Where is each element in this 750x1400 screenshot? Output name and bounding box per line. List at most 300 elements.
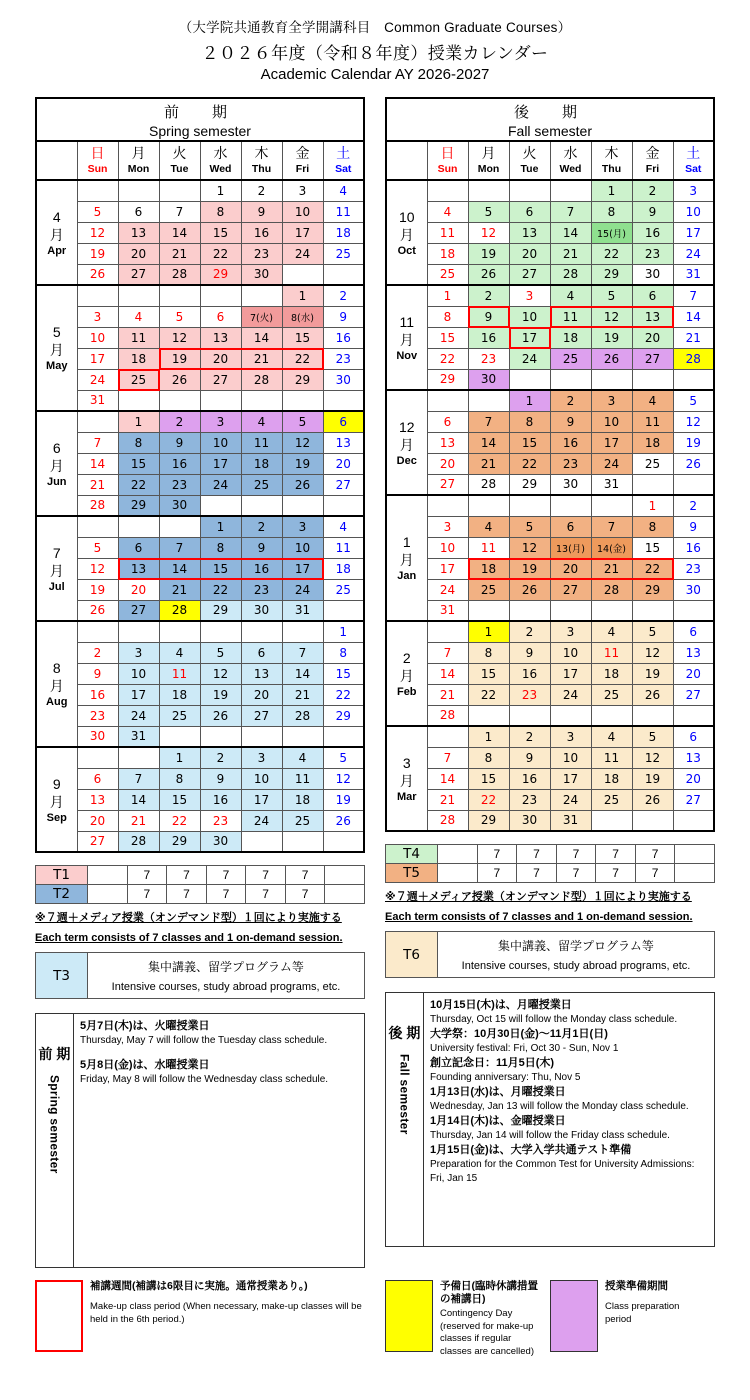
date-cell[interactable]: 3 — [118, 642, 159, 663]
date-cell[interactable]: 12 — [282, 432, 323, 453]
date-cell[interactable]: 15 — [427, 327, 468, 348]
date-cell[interactable]: 15 — [468, 663, 509, 684]
date-cell[interactable]: 5 — [159, 306, 200, 327]
date-cell[interactable]: 1 — [200, 180, 241, 201]
date-cell[interactable]: 2 — [241, 516, 282, 537]
date-cell[interactable]: 9 — [200, 768, 241, 789]
date-cell[interactable]: 6 — [427, 411, 468, 432]
date-cell[interactable]: 31 — [550, 810, 591, 831]
date-cell[interactable]: 28 — [159, 600, 200, 621]
date-cell[interactable]: 13 — [673, 642, 714, 663]
date-cell[interactable]: 23 — [241, 579, 282, 600]
date-cell[interactable]: 14 — [282, 663, 323, 684]
date-cell[interactable]: 16 — [550, 432, 591, 453]
date-cell[interactable]: 22 — [282, 348, 323, 369]
date-cell[interactable]: 24 — [550, 684, 591, 705]
date-cell[interactable]: 19 — [323, 789, 364, 810]
date-cell[interactable]: 11 — [468, 537, 509, 558]
date-cell[interactable]: 15 — [159, 789, 200, 810]
date-cell[interactable]: 4 — [591, 621, 632, 642]
date-cell[interactable]: 3 — [427, 516, 468, 537]
date-cell[interactable]: 28 — [159, 264, 200, 285]
date-cell[interactable]: 16 — [632, 222, 673, 243]
date-cell[interactable]: 12 — [200, 663, 241, 684]
date-cell[interactable]: 23 — [77, 705, 118, 726]
date-cell[interactable]: 14 — [468, 432, 509, 453]
date-cell[interactable]: 27 — [550, 579, 591, 600]
date-cell[interactable]: 13 — [632, 306, 673, 327]
date-cell[interactable]: 27 — [323, 474, 364, 495]
date-cell[interactable]: 29 — [282, 369, 323, 390]
date-cell[interactable]: 7 — [468, 411, 509, 432]
date-cell[interactable]: 25 — [118, 369, 159, 390]
date-cell[interactable]: 17 — [550, 663, 591, 684]
date-cell[interactable]: 7 — [427, 747, 468, 768]
date-cell[interactable]: 5 — [632, 726, 673, 747]
date-cell[interactable]: 27 — [118, 600, 159, 621]
date-cell[interactable]: 10 — [200, 432, 241, 453]
date-cell[interactable]: 27 — [673, 684, 714, 705]
date-cell[interactable]: 7 — [673, 285, 714, 306]
date-cell[interactable]: 17 — [673, 222, 714, 243]
date-cell[interactable]: 2 — [77, 642, 118, 663]
date-cell[interactable]: 18 — [323, 558, 364, 579]
date-cell[interactable]: 1 — [282, 285, 323, 306]
date-cell[interactable]: 27 — [118, 264, 159, 285]
date-cell[interactable]: 8(水) — [282, 306, 323, 327]
date-cell[interactable]: 15 — [468, 768, 509, 789]
date-cell[interactable]: 13 — [118, 222, 159, 243]
date-cell[interactable]: 30 — [159, 495, 200, 516]
date-cell[interactable]: 25 — [159, 705, 200, 726]
date-cell[interactable]: 3 — [550, 621, 591, 642]
date-cell[interactable]: 7 — [427, 642, 468, 663]
date-cell[interactable]: 9 — [632, 201, 673, 222]
date-cell[interactable]: 3 — [241, 747, 282, 768]
date-cell[interactable]: 29 — [509, 474, 550, 495]
date-cell[interactable]: 20 — [632, 327, 673, 348]
date-cell[interactable]: 19 — [509, 558, 550, 579]
date-cell[interactable]: 21 — [427, 684, 468, 705]
date-cell[interactable]: 30 — [468, 369, 509, 390]
date-cell[interactable]: 17 — [241, 789, 282, 810]
date-cell[interactable]: 31 — [591, 474, 632, 495]
date-cell[interactable]: 25 — [550, 348, 591, 369]
date-cell[interactable]: 22 — [323, 684, 364, 705]
date-cell[interactable]: 22 — [468, 684, 509, 705]
date-cell[interactable]: 24 — [591, 453, 632, 474]
date-cell[interactable]: 23 — [159, 474, 200, 495]
date-cell[interactable]: 24 — [673, 243, 714, 264]
date-cell[interactable]: 23 — [241, 243, 282, 264]
date-cell[interactable]: 6 — [673, 621, 714, 642]
date-cell[interactable]: 1 — [468, 621, 509, 642]
date-cell[interactable]: 18 — [282, 789, 323, 810]
date-cell[interactable]: 9 — [241, 201, 282, 222]
date-cell[interactable]: 14(金) — [591, 537, 632, 558]
date-cell[interactable]: 20 — [323, 453, 364, 474]
date-cell[interactable]: 20 — [509, 243, 550, 264]
date-cell[interactable]: 8 — [632, 516, 673, 537]
date-cell[interactable]: 25 — [241, 474, 282, 495]
date-cell[interactable]: 26 — [323, 810, 364, 831]
date-cell[interactable]: 2 — [159, 411, 200, 432]
date-cell[interactable]: 14 — [241, 327, 282, 348]
date-cell[interactable]: 21 — [468, 453, 509, 474]
date-cell[interactable]: 21 — [550, 243, 591, 264]
date-cell[interactable]: 5 — [632, 621, 673, 642]
date-cell[interactable]: 17 — [282, 558, 323, 579]
date-cell[interactable]: 1 — [159, 747, 200, 768]
date-cell[interactable]: 16 — [200, 789, 241, 810]
date-cell[interactable]: 11 — [282, 768, 323, 789]
date-cell[interactable]: 1 — [509, 390, 550, 411]
date-cell[interactable]: 4 — [323, 180, 364, 201]
date-cell[interactable]: 31 — [118, 726, 159, 747]
date-cell[interactable]: 11 — [323, 537, 364, 558]
date-cell[interactable]: 7 — [77, 432, 118, 453]
date-cell[interactable]: 22 — [427, 348, 468, 369]
date-cell[interactable]: 28 — [591, 579, 632, 600]
date-cell[interactable]: 8 — [159, 768, 200, 789]
date-cell[interactable]: 30 — [200, 831, 241, 852]
date-cell[interactable]: 18 — [632, 432, 673, 453]
date-cell[interactable]: 21 — [282, 684, 323, 705]
date-cell[interactable]: 3 — [591, 390, 632, 411]
date-cell[interactable]: 19 — [77, 579, 118, 600]
date-cell[interactable]: 26 — [632, 684, 673, 705]
date-cell[interactable]: 14 — [118, 789, 159, 810]
date-cell[interactable]: 3 — [77, 306, 118, 327]
date-cell[interactable]: 25 — [282, 810, 323, 831]
date-cell[interactable]: 21 — [591, 558, 632, 579]
date-cell[interactable]: 12 — [509, 537, 550, 558]
date-cell[interactable]: 16 — [509, 663, 550, 684]
date-cell[interactable]: 21 — [241, 348, 282, 369]
date-cell[interactable]: 14 — [550, 222, 591, 243]
date-cell[interactable]: 23 — [632, 243, 673, 264]
date-cell[interactable]: 16 — [159, 453, 200, 474]
date-cell[interactable]: 29 — [427, 369, 468, 390]
date-cell[interactable]: 14 — [427, 768, 468, 789]
date-cell[interactable]: 18 — [323, 222, 364, 243]
date-cell[interactable]: 28 — [427, 705, 468, 726]
date-cell[interactable]: 24 — [282, 243, 323, 264]
date-cell[interactable]: 30 — [77, 726, 118, 747]
date-cell[interactable]: 24 — [550, 789, 591, 810]
date-cell[interactable]: 13 — [200, 327, 241, 348]
date-cell[interactable]: 19 — [468, 243, 509, 264]
date-cell[interactable]: 18 — [159, 684, 200, 705]
date-cell[interactable]: 22 — [509, 453, 550, 474]
date-cell[interactable]: 7 — [282, 642, 323, 663]
date-cell[interactable]: 6 — [323, 411, 364, 432]
date-cell[interactable]: 11 — [591, 747, 632, 768]
date-cell[interactable]: 10 — [550, 747, 591, 768]
date-cell[interactable]: 23 — [200, 810, 241, 831]
date-cell[interactable]: 1 — [632, 495, 673, 516]
date-cell[interactable]: 17 — [77, 348, 118, 369]
date-cell[interactable]: 29 — [632, 579, 673, 600]
date-cell[interactable]: 4 — [118, 306, 159, 327]
date-cell[interactable]: 21 — [427, 789, 468, 810]
date-cell[interactable]: 22 — [468, 789, 509, 810]
date-cell[interactable]: 31 — [427, 600, 468, 621]
date-cell[interactable]: 30 — [241, 264, 282, 285]
date-cell[interactable]: 18 — [118, 348, 159, 369]
date-cell[interactable]: 19 — [282, 453, 323, 474]
date-cell[interactable]: 26 — [591, 348, 632, 369]
date-cell[interactable]: 8 — [200, 201, 241, 222]
date-cell[interactable]: 23 — [550, 453, 591, 474]
date-cell[interactable]: 28 — [468, 474, 509, 495]
date-cell[interactable]: 9 — [509, 747, 550, 768]
date-cell[interactable]: 29 — [118, 495, 159, 516]
date-cell[interactable]: 20 — [673, 768, 714, 789]
date-cell[interactable]: 3 — [200, 411, 241, 432]
date-cell[interactable]: 3 — [673, 180, 714, 201]
date-cell[interactable]: 9 — [241, 537, 282, 558]
date-cell[interactable]: 1 — [323, 621, 364, 642]
date-cell[interactable]: 4 — [323, 516, 364, 537]
date-cell[interactable]: 12 — [673, 411, 714, 432]
date-cell[interactable]: 6 — [632, 285, 673, 306]
date-cell[interactable]: 10 — [550, 642, 591, 663]
date-cell[interactable]: 20 — [118, 243, 159, 264]
date-cell[interactable]: 5 — [282, 411, 323, 432]
date-cell[interactable]: 23 — [323, 348, 364, 369]
date-cell[interactable]: 21 — [159, 579, 200, 600]
date-cell[interactable]: 2 — [323, 285, 364, 306]
date-cell[interactable]: 2 — [632, 180, 673, 201]
date-cell[interactable]: 7 — [159, 537, 200, 558]
date-cell[interactable]: 13 — [118, 558, 159, 579]
date-cell[interactable]: 13 — [427, 432, 468, 453]
date-cell[interactable]: 12 — [323, 768, 364, 789]
date-cell[interactable]: 10 — [241, 768, 282, 789]
date-cell[interactable]: 4 — [550, 285, 591, 306]
date-cell[interactable]: 2 — [673, 495, 714, 516]
date-cell[interactable]: 1 — [427, 285, 468, 306]
date-cell[interactable]: 24 — [77, 369, 118, 390]
date-cell[interactable]: 11 — [323, 201, 364, 222]
date-cell[interactable]: 28 — [118, 831, 159, 852]
date-cell[interactable]: 13 — [673, 747, 714, 768]
date-cell[interactable]: 29 — [591, 264, 632, 285]
date-cell[interactable]: 1 — [200, 516, 241, 537]
date-cell[interactable]: 29 — [159, 831, 200, 852]
date-cell[interactable]: 8 — [200, 537, 241, 558]
date-cell[interactable]: 7(火) — [241, 306, 282, 327]
date-cell[interactable]: 3 — [550, 726, 591, 747]
date-cell[interactable]: 15 — [323, 663, 364, 684]
date-cell[interactable]: 29 — [200, 600, 241, 621]
date-cell[interactable]: 4 — [591, 726, 632, 747]
date-cell[interactable]: 16 — [241, 558, 282, 579]
date-cell[interactable]: 30 — [323, 369, 364, 390]
date-cell[interactable]: 11 — [427, 222, 468, 243]
date-cell[interactable]: 12 — [159, 327, 200, 348]
date-cell[interactable]: 14 — [77, 453, 118, 474]
date-cell[interactable]: 23 — [673, 558, 714, 579]
date-cell[interactable]: 13 — [509, 222, 550, 243]
date-cell[interactable]: 17 — [282, 222, 323, 243]
date-cell[interactable]: 9 — [468, 306, 509, 327]
date-cell[interactable]: 15(月) — [591, 222, 632, 243]
date-cell[interactable]: 10 — [673, 201, 714, 222]
date-cell[interactable]: 4 — [241, 411, 282, 432]
date-cell[interactable]: 5 — [509, 516, 550, 537]
date-cell[interactable]: 27 — [241, 705, 282, 726]
date-cell[interactable]: 4 — [282, 747, 323, 768]
date-cell[interactable]: 15 — [509, 432, 550, 453]
date-cell[interactable]: 20 — [77, 810, 118, 831]
date-cell[interactable]: 15 — [282, 327, 323, 348]
date-cell[interactable]: 7 — [118, 768, 159, 789]
date-cell[interactable]: 2 — [509, 621, 550, 642]
date-cell[interactable]: 1 — [118, 411, 159, 432]
date-cell[interactable]: 13 — [77, 789, 118, 810]
date-cell[interactable]: 27 — [509, 264, 550, 285]
date-cell[interactable]: 31 — [77, 390, 118, 411]
date-cell[interactable]: 28 — [282, 705, 323, 726]
date-cell[interactable]: 22 — [200, 243, 241, 264]
date-cell[interactable]: 9 — [509, 642, 550, 663]
date-cell[interactable]: 9 — [323, 306, 364, 327]
date-cell[interactable]: 20 — [241, 684, 282, 705]
date-cell[interactable]: 24 — [118, 705, 159, 726]
date-cell[interactable]: 12 — [77, 558, 118, 579]
date-cell[interactable]: 17 — [550, 768, 591, 789]
date-cell[interactable]: 5 — [591, 285, 632, 306]
date-cell[interactable]: 12 — [632, 747, 673, 768]
date-cell[interactable]: 26 — [632, 789, 673, 810]
date-cell[interactable]: 22 — [200, 579, 241, 600]
date-cell[interactable]: 21 — [673, 327, 714, 348]
date-cell[interactable]: 22 — [118, 474, 159, 495]
date-cell[interactable]: 22 — [632, 558, 673, 579]
date-cell[interactable]: 2 — [550, 390, 591, 411]
date-cell[interactable]: 2 — [200, 747, 241, 768]
date-cell[interactable]: 6 — [200, 306, 241, 327]
date-cell[interactable]: 16 — [673, 537, 714, 558]
date-cell[interactable]: 4 — [468, 516, 509, 537]
date-cell[interactable]: 28 — [241, 369, 282, 390]
date-cell[interactable]: 27 — [200, 369, 241, 390]
date-cell[interactable]: 15 — [200, 222, 241, 243]
date-cell[interactable]: 9 — [159, 432, 200, 453]
date-cell[interactable]: 11 — [241, 432, 282, 453]
date-cell[interactable]: 14 — [427, 663, 468, 684]
date-cell[interactable]: 2 — [241, 180, 282, 201]
date-cell[interactable]: 10 — [427, 537, 468, 558]
date-cell[interactable]: 19 — [200, 684, 241, 705]
date-cell[interactable]: 16 — [509, 768, 550, 789]
date-cell[interactable]: 26 — [282, 474, 323, 495]
date-cell[interactable]: 20 — [673, 663, 714, 684]
date-cell[interactable]: 6 — [118, 201, 159, 222]
date-cell[interactable]: 10 — [509, 306, 550, 327]
date-cell[interactable]: 25 — [427, 264, 468, 285]
date-cell[interactable]: 28 — [77, 495, 118, 516]
date-cell[interactable]: 18 — [591, 768, 632, 789]
date-cell[interactable]: 27 — [632, 348, 673, 369]
date-cell[interactable]: 5 — [77, 537, 118, 558]
date-cell[interactable]: 11 — [591, 642, 632, 663]
date-cell[interactable]: 9 — [77, 663, 118, 684]
date-cell[interactable]: 17 — [591, 432, 632, 453]
date-cell[interactable]: 26 — [468, 264, 509, 285]
date-cell[interactable]: 14 — [159, 558, 200, 579]
date-cell[interactable]: 25 — [591, 789, 632, 810]
date-cell[interactable]: 22 — [591, 243, 632, 264]
date-cell[interactable]: 26 — [77, 600, 118, 621]
date-cell[interactable]: 3 — [282, 180, 323, 201]
date-cell[interactable]: 20 — [550, 558, 591, 579]
date-cell[interactable]: 25 — [632, 453, 673, 474]
date-cell[interactable]: 18 — [468, 558, 509, 579]
date-cell[interactable]: 13 — [323, 432, 364, 453]
date-cell[interactable]: 20 — [200, 348, 241, 369]
date-cell[interactable]: 19 — [673, 432, 714, 453]
date-cell[interactable]: 8 — [468, 747, 509, 768]
date-cell[interactable]: 16 — [77, 684, 118, 705]
date-cell[interactable]: 6 — [77, 768, 118, 789]
date-cell[interactable]: 11 — [550, 306, 591, 327]
date-cell[interactable]: 18 — [427, 243, 468, 264]
date-cell[interactable]: 26 — [159, 369, 200, 390]
date-cell[interactable]: 24 — [200, 474, 241, 495]
date-cell[interactable]: 6 — [509, 201, 550, 222]
date-cell[interactable]: 23 — [509, 684, 550, 705]
date-cell[interactable]: 25 — [468, 579, 509, 600]
date-cell[interactable]: 17 — [200, 453, 241, 474]
date-cell[interactable]: 11 — [159, 663, 200, 684]
date-cell[interactable]: 26 — [77, 264, 118, 285]
date-cell[interactable]: 5 — [200, 642, 241, 663]
date-cell[interactable]: 1 — [468, 726, 509, 747]
date-cell[interactable]: 15 — [200, 558, 241, 579]
date-cell[interactable]: 16 — [323, 327, 364, 348]
date-cell[interactable]: 7 — [550, 201, 591, 222]
date-cell[interactable]: 11 — [632, 411, 673, 432]
date-cell[interactable]: 13 — [241, 663, 282, 684]
date-cell[interactable]: 1 — [591, 180, 632, 201]
date-cell[interactable]: 12 — [77, 222, 118, 243]
date-cell[interactable]: 4 — [427, 201, 468, 222]
date-cell[interactable]: 10 — [77, 327, 118, 348]
date-cell[interactable]: 18 — [550, 327, 591, 348]
date-cell[interactable]: 14 — [673, 306, 714, 327]
date-cell[interactable]: 24 — [509, 348, 550, 369]
date-cell[interactable]: 7 — [591, 516, 632, 537]
date-cell[interactable]: 31 — [673, 264, 714, 285]
date-cell[interactable]: 6 — [673, 726, 714, 747]
date-cell[interactable]: 18 — [241, 453, 282, 474]
date-cell[interactable]: 8 — [509, 411, 550, 432]
date-cell[interactable]: 17 — [118, 684, 159, 705]
date-cell[interactable]: 8 — [118, 432, 159, 453]
date-cell[interactable]: 28 — [673, 348, 714, 369]
date-cell[interactable]: 30 — [509, 810, 550, 831]
date-cell[interactable]: 16 — [468, 327, 509, 348]
date-cell[interactable]: 14 — [159, 222, 200, 243]
date-cell[interactable]: 29 — [468, 810, 509, 831]
date-cell[interactable]: 16 — [241, 222, 282, 243]
date-cell[interactable]: 21 — [77, 474, 118, 495]
date-cell[interactable]: 13(月) — [550, 537, 591, 558]
date-cell[interactable]: 6 — [118, 537, 159, 558]
